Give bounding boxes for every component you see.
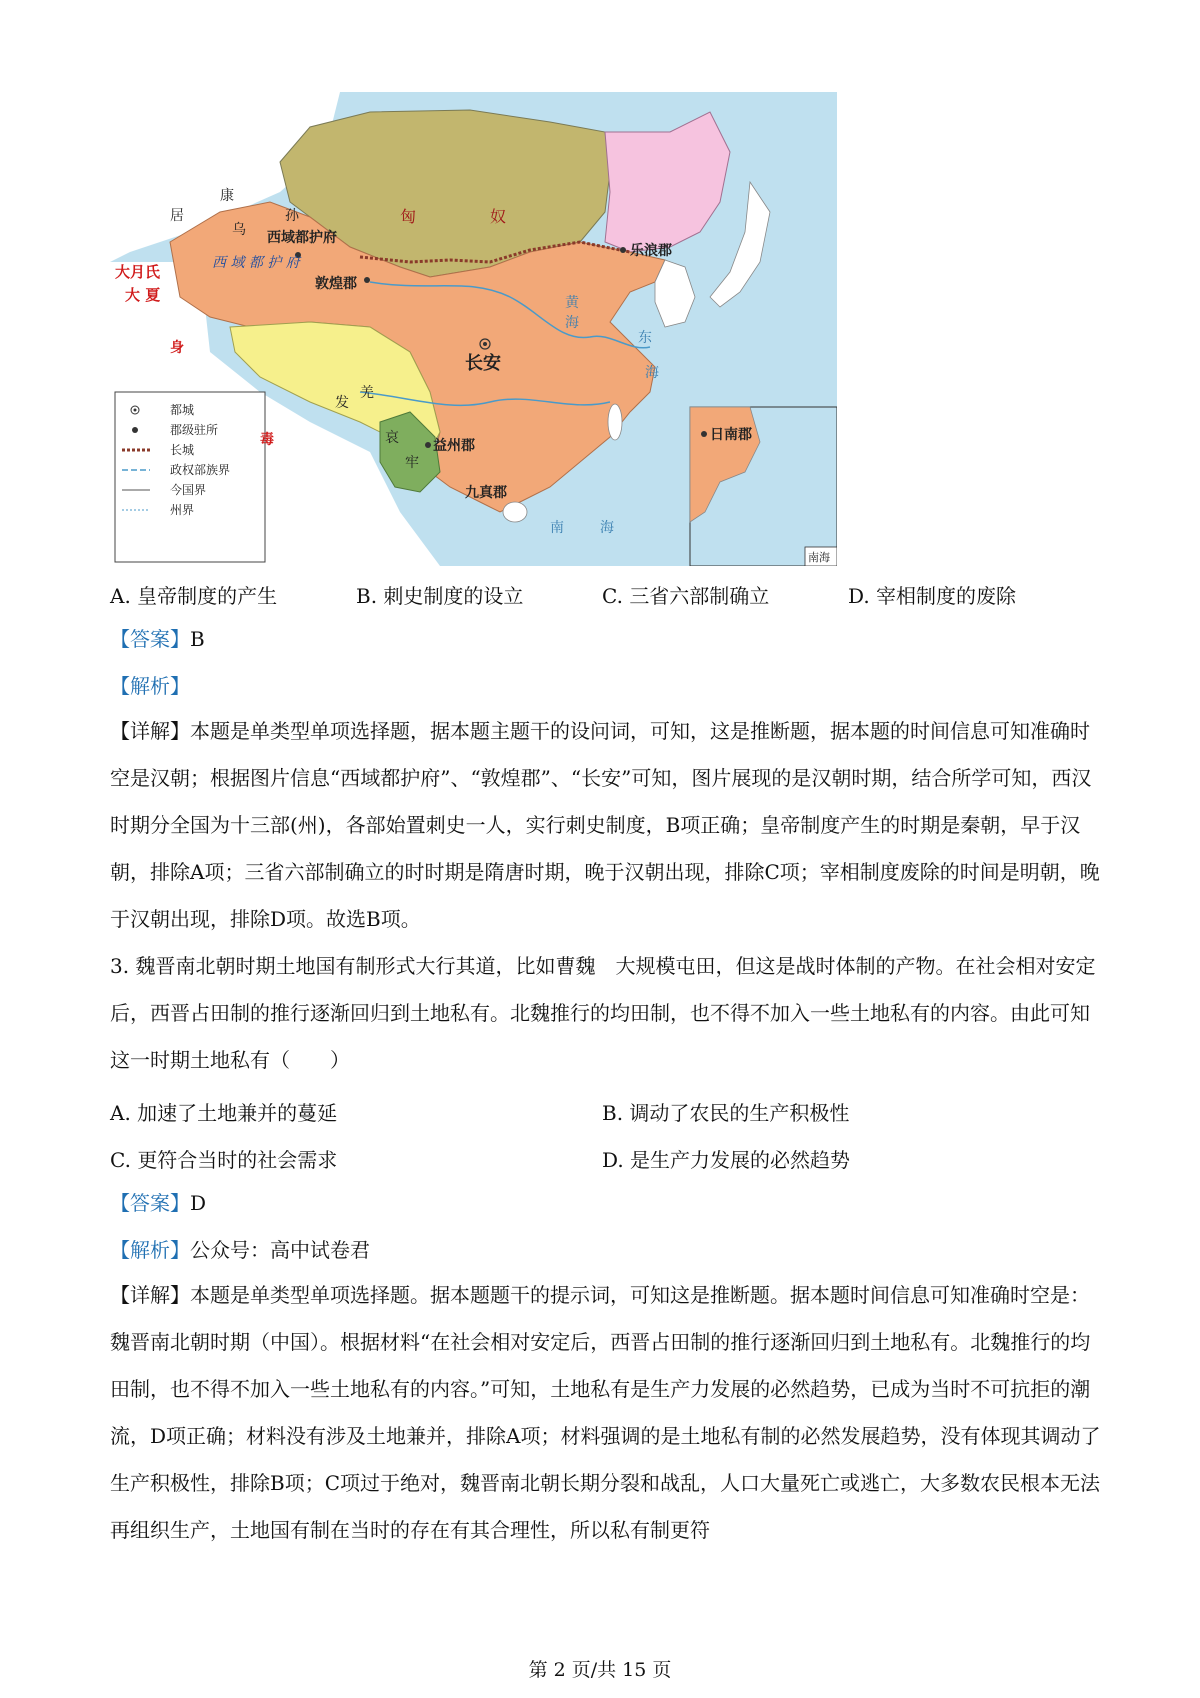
label-dunhuang: 敦煌郡 [315,276,357,292]
label-hai2: 海 [565,315,579,331]
option-letter: D. [602,1148,624,1172]
q2-option-a [110,580,277,609]
q3-option-c [110,1144,337,1173]
label-xiyu-fort: 西域都护府 [267,230,337,246]
label-yizhou: 益州郡 [433,438,475,454]
label-xiongnu1: 匈 [400,207,417,226]
label-lao: 牢 [405,455,419,471]
prefecture-seat-icon [132,427,138,433]
option-text: 刺史制度的设立 [383,584,524,608]
option-letter: C. [110,1148,131,1172]
label-shen: 身 [170,340,184,356]
label-xiongnu2: 奴 [490,207,507,226]
label-rinan: 日南郡 [710,427,752,443]
option-text: 三省六部制确立 [629,584,770,608]
analysis-text: 公众号：高中试卷君 [190,1238,370,1262]
map-legend [115,392,265,562]
label-daxia: 大 夏 [125,286,161,304]
q3-analysis [110,1238,370,1262]
label-fa: 发 [335,395,349,411]
answer-tag: 【答案】 [110,1191,190,1215]
q3-option-a [110,1097,337,1126]
q2-detail [110,708,1105,943]
option-letter: A. [110,584,131,608]
label-changan: 长安 [465,353,501,374]
q3-answer [110,1191,206,1215]
label-du: 毒 [260,432,274,448]
label-yuezhi: 大月氏 [115,263,161,281]
option-letter: D. [848,584,870,608]
detail-tag: 【详解】 [110,719,190,743]
q3-detail [110,1272,1105,1554]
q2-analysis [110,674,190,698]
q3-option-d [602,1144,850,1173]
label-kangju2: 居 [170,208,184,224]
legend-label-regime: 政权部族界 [170,463,231,477]
option-letter: B. [356,584,378,608]
option-text: 调动了农民的生产积极性 [629,1101,850,1125]
label-nan: 南 [550,520,564,536]
label-hai3: 海 [600,520,614,536]
q2-option-d [848,580,1016,609]
label-wusun2: 乌 [232,222,246,238]
detail-text: 本题是单类型单项选择题，据本题主题干的设问词，可知，这是推断题，据本题的时间信息可知准确时空是汉朝；根据图片信息“西域都护府”、“敦煌郡”、“长安”可知，图片展现的是汉朝时期，结合所学可知，西汉时期分全国为十三部(州)，各部始置刺史一人，实行刺史制度，B项正确；皇帝制度产生的时期是秦朝，早于汉朝，排除A项；三省六部制确立的时时期是隋唐时期，晚于汉朝出现，排除C项；宰相制度废除的时间是明朝，晚于汉朝出现，排除D项。故选B项。 [110,719,1100,931]
option-text: 宰相制度的废除 [876,584,1017,608]
option-letter: B. [602,1101,624,1125]
legend-label-wall: 长城 [170,443,195,457]
label-dong: 东 [638,330,652,346]
q3-option-b [602,1097,849,1126]
answer-value: D [190,1191,207,1215]
q2-answer [110,627,205,651]
q2-option-c [602,580,769,609]
q3-stem: 3. 魏晋南北朝时期土地国有制形式大行其道，比如曹魏 大规模屯田，但这是战时体制的产物。在社会相对安定后，西晋占田制的推行逐渐回归到土地私有。北魏推行的均田制，也不得不加入一些土地私有的内容。由此可知这一时期土地私有（ ） [110,954,1096,1072]
label-xiyu-region: 西 域 都 护 府 [212,255,300,271]
q2-option-b [356,580,523,609]
analysis-tag: 【解析】 [110,674,190,698]
label-huang: 黄 [565,295,579,311]
page-footer: 第 2 页/共 15 页 [528,1659,672,1681]
detail-text: 本题是单类型单项选择题。据本题题干的提示词，可知这是推断题。据本题时间信息可知准确时空是：魏晋南北朝时期（中国）。根据材料“在社会相对安定后，西晋占田制的推行逐渐回归到土地私有。北魏推行的均田制，也不得不加入一些土地私有的内容。”可知，土地私有是生产力发展的必然趋势，已成为当时不可抗拒的潮流，D项正确；材料没有涉及土地兼并，排除A项；材料强调的是土地私有制的必然发展趋势，没有体现其调动了生产积极性，排除B项；C项过于绝对，魏晋南北朝长期分裂和战乱，人口大量死亡或逃亡，大多数农民根本无法再组织生产，土地国有制在当时的存在有其合理性，所以私有制更符 [110,1283,1101,1542]
answer-value: B [190,627,205,651]
option-text: 是生产力发展的必然趋势 [630,1148,851,1172]
label-kangju: 康 [220,188,234,204]
option-text: 更符合当时的社会需求 [137,1148,338,1172]
answer-tag: 【答案】 [110,627,190,651]
label-hai: 海 [645,365,659,381]
label-nanhai-inset: 南海 [808,551,830,564]
option-letter: A. [110,1101,131,1125]
label-wusun1: 孙 [285,208,299,224]
han-dynasty-map [110,92,837,566]
option-text: 加速了土地兼并的蔓延 [137,1101,338,1125]
legend-label-province: 州界 [170,503,195,517]
label-ai: 哀 [385,430,399,446]
option-letter: C. [602,584,623,608]
legend-label-capital: 都城 [170,403,195,417]
option-text: 皇帝制度的产生 [137,584,278,608]
legend-label-prefecture: 郡级驻所 [170,423,219,437]
detail-tag: 【详解】 [110,1283,190,1307]
label-lelang: 乐浪郡 [630,243,672,259]
label-qiang: 羌 [360,385,374,401]
label-jiuzhen: 九真郡 [465,485,507,501]
legend-label-modern: 今国界 [170,483,207,497]
analysis-tag: 【解析】 [110,1238,190,1262]
